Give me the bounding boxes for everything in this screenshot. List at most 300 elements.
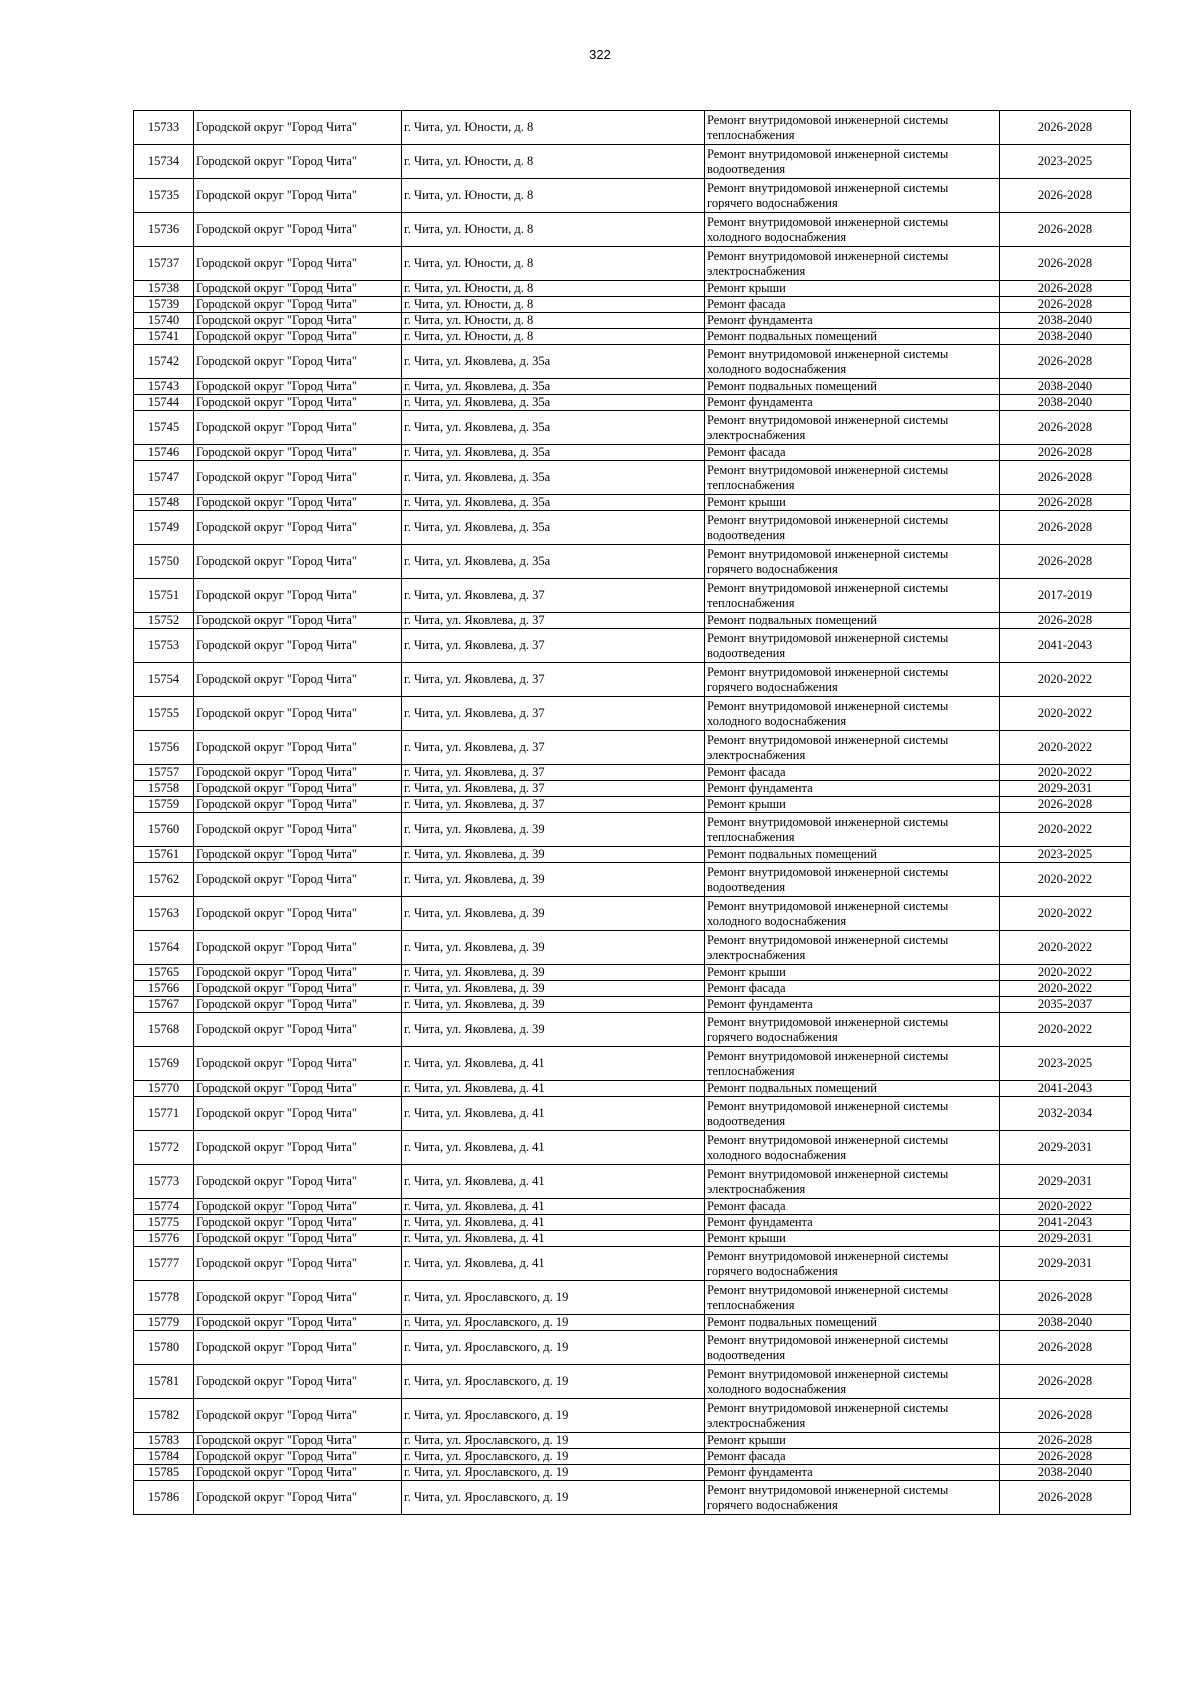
row-number-cell: 15745 bbox=[134, 411, 194, 445]
period-cell: 2038-2040 bbox=[1000, 1315, 1131, 1331]
period-cell: 2026-2028 bbox=[1000, 111, 1131, 145]
work-type-cell: Ремонт крыши bbox=[705, 1433, 1000, 1449]
address-cell: г. Чита, ул. Яковлева, д. 37 bbox=[402, 781, 705, 797]
table-body bbox=[134, 111, 1131, 1515]
work-type-cell: Ремонт фундамента bbox=[705, 395, 1000, 411]
table-row bbox=[134, 1247, 1131, 1281]
work-type-cell: Ремонт внутридомовой инженерной системы теплоснабжения bbox=[705, 813, 1000, 847]
row-number-cell: 15738 bbox=[134, 281, 194, 297]
row-number-cell: 15759 bbox=[134, 797, 194, 813]
row-number-cell: 15757 bbox=[134, 765, 194, 781]
period-cell: 2038-2040 bbox=[1000, 313, 1131, 329]
address-cell: г. Чита, ул. Ярославского, д. 19 bbox=[402, 1449, 705, 1465]
period-cell: 2020-2022 bbox=[1000, 765, 1131, 781]
table-row bbox=[134, 997, 1131, 1013]
period-cell: 2026-2028 bbox=[1000, 411, 1131, 445]
table-row bbox=[134, 1047, 1131, 1081]
work-type-cell: Ремонт крыши bbox=[705, 495, 1000, 511]
work-type-cell: Ремонт внутридомовой инженерной системы электроснабжения bbox=[705, 931, 1000, 965]
work-type-cell: Ремонт внутридомовой инженерной системы горячего водоснабжения bbox=[705, 179, 1000, 213]
address-cell: г. Чита, ул. Яковлева, д. 39 bbox=[402, 1013, 705, 1047]
municipality-cell: Городской округ "Город Чита" bbox=[194, 965, 402, 981]
address-cell: г. Чита, ул. Юности, д. 8 bbox=[402, 281, 705, 297]
period-cell: 2026-2028 bbox=[1000, 179, 1131, 213]
address-cell: г. Чита, ул. Яковлева, д. 39 bbox=[402, 863, 705, 897]
table-row bbox=[134, 1331, 1131, 1365]
period-cell: 2029-2031 bbox=[1000, 781, 1131, 797]
work-type-cell: Ремонт крыши bbox=[705, 965, 1000, 981]
work-type-cell: Ремонт подвальных помещений bbox=[705, 1315, 1000, 1331]
period-cell: 2020-2022 bbox=[1000, 813, 1131, 847]
period-cell: 2020-2022 bbox=[1000, 981, 1131, 997]
row-number-cell: 15758 bbox=[134, 781, 194, 797]
table-row bbox=[134, 697, 1131, 731]
work-type-cell: Ремонт подвальных помещений bbox=[705, 847, 1000, 863]
municipality-cell: Городской округ "Город Чита" bbox=[194, 1165, 402, 1199]
row-number-cell: 15781 bbox=[134, 1365, 194, 1399]
table-row bbox=[134, 1013, 1131, 1047]
table-row bbox=[134, 1097, 1131, 1131]
row-number-cell: 15754 bbox=[134, 663, 194, 697]
address-cell: г. Чита, ул. Ярославского, д. 19 bbox=[402, 1465, 705, 1481]
municipality-cell: Городской округ "Город Чита" bbox=[194, 1465, 402, 1481]
period-cell: 2038-2040 bbox=[1000, 379, 1131, 395]
table-row bbox=[134, 145, 1131, 179]
table-row bbox=[134, 1315, 1131, 1331]
municipality-cell: Городской округ "Город Чита" bbox=[194, 1247, 402, 1281]
work-type-cell: Ремонт внутридомовой инженерной системы электроснабжения bbox=[705, 411, 1000, 445]
page-number: 322 bbox=[589, 47, 611, 62]
municipality-cell: Городской округ "Город Чита" bbox=[194, 1231, 402, 1247]
municipality-cell: Городской округ "Город Чита" bbox=[194, 495, 402, 511]
municipality-cell: Городской округ "Город Чита" bbox=[194, 1131, 402, 1165]
table-row bbox=[134, 511, 1131, 545]
address-cell: г. Чита, ул. Ярославского, д. 19 bbox=[402, 1399, 705, 1433]
row-number-cell: 15733 bbox=[134, 111, 194, 145]
work-type-cell: Ремонт подвальных помещений bbox=[705, 329, 1000, 345]
municipality-cell: Городской округ "Город Чита" bbox=[194, 313, 402, 329]
address-cell: г. Чита, ул. Юности, д. 8 bbox=[402, 247, 705, 281]
period-cell: 2026-2028 bbox=[1000, 1281, 1131, 1315]
period-cell: 2026-2028 bbox=[1000, 1331, 1131, 1365]
address-cell: г. Чита, ул. Яковлева, д. 35а bbox=[402, 461, 705, 495]
row-number-cell: 15756 bbox=[134, 731, 194, 765]
address-cell: г. Чита, ул. Яковлева, д. 37 bbox=[402, 797, 705, 813]
period-cell: 2026-2028 bbox=[1000, 545, 1131, 579]
row-number-cell: 15739 bbox=[134, 297, 194, 313]
row-number-cell: 15780 bbox=[134, 1331, 194, 1365]
work-type-cell: Ремонт внутридомовой инженерной системы теплоснабжения bbox=[705, 1047, 1000, 1081]
municipality-cell: Городской округ "Город Чита" bbox=[194, 731, 402, 765]
table-row bbox=[134, 863, 1131, 897]
table-row bbox=[134, 1165, 1131, 1199]
municipality-cell: Городской округ "Город Чита" bbox=[194, 897, 402, 931]
municipality-cell: Городской округ "Город Чита" bbox=[194, 395, 402, 411]
table-row bbox=[134, 111, 1131, 145]
table-row bbox=[134, 545, 1131, 579]
table-row bbox=[134, 613, 1131, 629]
table-row bbox=[134, 1449, 1131, 1465]
municipality-cell: Городской округ "Город Чита" bbox=[194, 813, 402, 847]
address-cell: г. Чита, ул. Яковлева, д. 35а bbox=[402, 395, 705, 411]
row-number-cell: 15741 bbox=[134, 329, 194, 345]
municipality-cell: Городской округ "Город Чита" bbox=[194, 145, 402, 179]
municipality-cell: Городской округ "Город Чита" bbox=[194, 931, 402, 965]
table-row bbox=[134, 1081, 1131, 1097]
work-type-cell: Ремонт внутридомовой инженерной системы электроснабжения bbox=[705, 731, 1000, 765]
row-number-cell: 15762 bbox=[134, 863, 194, 897]
work-type-cell: Ремонт внутридомовой инженерной системы теплоснабжения bbox=[705, 579, 1000, 613]
municipality-cell: Городской округ "Город Чита" bbox=[194, 629, 402, 663]
municipality-cell: Городской округ "Город Чита" bbox=[194, 1047, 402, 1081]
work-type-cell: Ремонт фундамента bbox=[705, 781, 1000, 797]
period-cell: 2023-2025 bbox=[1000, 847, 1131, 863]
row-number-cell: 15760 bbox=[134, 813, 194, 847]
work-type-cell: Ремонт крыши bbox=[705, 281, 1000, 297]
row-number-cell: 15770 bbox=[134, 1081, 194, 1097]
work-type-cell: Ремонт фасада bbox=[705, 297, 1000, 313]
address-cell: г. Чита, ул. Яковлева, д. 37 bbox=[402, 697, 705, 731]
table-row bbox=[134, 213, 1131, 247]
table-row bbox=[134, 579, 1131, 613]
municipality-cell: Городской округ "Город Чита" bbox=[194, 329, 402, 345]
work-type-cell: Ремонт подвальных помещений bbox=[705, 379, 1000, 395]
municipality-cell: Городской округ "Город Чита" bbox=[194, 1081, 402, 1097]
table-row bbox=[134, 931, 1131, 965]
address-cell: г. Чита, ул. Яковлева, д. 39 bbox=[402, 965, 705, 981]
table-row bbox=[134, 781, 1131, 797]
address-cell: г. Чита, ул. Ярославского, д. 19 bbox=[402, 1281, 705, 1315]
period-cell: 2026-2028 bbox=[1000, 797, 1131, 813]
address-cell: г. Чита, ул. Ярославского, д. 19 bbox=[402, 1331, 705, 1365]
address-cell: г. Чита, ул. Юности, д. 8 bbox=[402, 313, 705, 329]
period-cell: 2026-2028 bbox=[1000, 213, 1131, 247]
municipality-cell: Городской округ "Город Чита" bbox=[194, 863, 402, 897]
period-cell: 2020-2022 bbox=[1000, 897, 1131, 931]
work-type-cell: Ремонт внутридомовой инженерной системы холодного водоснабжения bbox=[705, 1365, 1000, 1399]
address-cell: г. Чита, ул. Яковлева, д. 41 bbox=[402, 1215, 705, 1231]
table-row bbox=[134, 897, 1131, 931]
period-cell: 2020-2022 bbox=[1000, 697, 1131, 731]
period-cell: 2020-2022 bbox=[1000, 731, 1131, 765]
table-row bbox=[134, 329, 1131, 345]
address-cell: г. Чита, ул. Юности, д. 8 bbox=[402, 213, 705, 247]
row-number-cell: 15772 bbox=[134, 1131, 194, 1165]
table-row bbox=[134, 847, 1131, 863]
table-row bbox=[134, 1231, 1131, 1247]
address-cell: г. Чита, ул. Юности, д. 8 bbox=[402, 111, 705, 145]
municipality-cell: Городской округ "Город Чита" bbox=[194, 1315, 402, 1331]
address-cell: г. Чита, ул. Яковлева, д. 35а bbox=[402, 495, 705, 511]
municipality-cell: Городской округ "Город Чита" bbox=[194, 461, 402, 495]
row-number-cell: 15777 bbox=[134, 1247, 194, 1281]
table-row bbox=[134, 1281, 1131, 1315]
period-cell: 2026-2028 bbox=[1000, 1399, 1131, 1433]
work-type-cell: Ремонт фундамента bbox=[705, 1465, 1000, 1481]
row-number-cell: 15749 bbox=[134, 511, 194, 545]
municipality-cell: Городской округ "Город Чита" bbox=[194, 1481, 402, 1515]
municipality-cell: Городской округ "Город Чита" bbox=[194, 1215, 402, 1231]
work-type-cell: Ремонт фасада bbox=[705, 445, 1000, 461]
municipality-cell: Городской округ "Город Чита" bbox=[194, 445, 402, 461]
municipality-cell: Городской округ "Город Чита" bbox=[194, 1199, 402, 1215]
address-cell: г. Чита, ул. Яковлева, д. 37 bbox=[402, 613, 705, 629]
municipality-cell: Городской округ "Город Чита" bbox=[194, 545, 402, 579]
municipality-cell: Городской округ "Город Чита" bbox=[194, 1097, 402, 1131]
table-row bbox=[134, 1399, 1131, 1433]
row-number-cell: 15782 bbox=[134, 1399, 194, 1433]
period-cell: 2029-2031 bbox=[1000, 1165, 1131, 1199]
row-number-cell: 15747 bbox=[134, 461, 194, 495]
address-cell: г. Чита, ул. Ярославского, д. 19 bbox=[402, 1481, 705, 1515]
period-cell: 2029-2031 bbox=[1000, 1231, 1131, 1247]
table-row bbox=[134, 247, 1131, 281]
row-number-cell: 15774 bbox=[134, 1199, 194, 1215]
period-cell: 2026-2028 bbox=[1000, 511, 1131, 545]
work-type-cell: Ремонт фасада bbox=[705, 1199, 1000, 1215]
address-cell: г. Чита, ул. Яковлева, д. 39 bbox=[402, 897, 705, 931]
table-row bbox=[134, 981, 1131, 997]
municipality-cell: Городской округ "Город Чита" bbox=[194, 281, 402, 297]
period-cell: 2026-2028 bbox=[1000, 1449, 1131, 1465]
row-number-cell: 15746 bbox=[134, 445, 194, 461]
period-cell: 2026-2028 bbox=[1000, 461, 1131, 495]
period-cell: 2026-2028 bbox=[1000, 345, 1131, 379]
municipality-cell: Городской округ "Город Чита" bbox=[194, 297, 402, 313]
table-row bbox=[134, 1215, 1131, 1231]
row-number-cell: 15785 bbox=[134, 1465, 194, 1481]
period-cell: 2020-2022 bbox=[1000, 663, 1131, 697]
municipality-cell: Городской округ "Город Чита" bbox=[194, 765, 402, 781]
address-cell: г. Чита, ул. Яковлева, д. 39 bbox=[402, 981, 705, 997]
period-cell: 2032-2034 bbox=[1000, 1097, 1131, 1131]
table-row bbox=[134, 1199, 1131, 1215]
period-cell: 2026-2028 bbox=[1000, 613, 1131, 629]
period-cell: 2041-2043 bbox=[1000, 1215, 1131, 1231]
table-row bbox=[134, 731, 1131, 765]
municipality-cell: Городской округ "Город Чита" bbox=[194, 213, 402, 247]
period-cell: 2026-2028 bbox=[1000, 495, 1131, 511]
municipality-cell: Городской округ "Город Чита" bbox=[194, 579, 402, 613]
row-number-cell: 15773 bbox=[134, 1165, 194, 1199]
municipality-cell: Городской округ "Город Чита" bbox=[194, 997, 402, 1013]
address-cell: г. Чита, ул. Яковлева, д. 35а bbox=[402, 411, 705, 445]
work-type-cell: Ремонт подвальных помещений bbox=[705, 613, 1000, 629]
municipality-cell: Городской округ "Город Чита" bbox=[194, 1331, 402, 1365]
period-cell: 2023-2025 bbox=[1000, 1047, 1131, 1081]
period-cell: 2035-2037 bbox=[1000, 997, 1131, 1013]
period-cell: 2020-2022 bbox=[1000, 1013, 1131, 1047]
period-cell: 2026-2028 bbox=[1000, 247, 1131, 281]
row-number-cell: 15737 bbox=[134, 247, 194, 281]
row-number-cell: 15767 bbox=[134, 997, 194, 1013]
work-type-cell: Ремонт фасада bbox=[705, 1449, 1000, 1465]
row-number-cell: 15768 bbox=[134, 1013, 194, 1047]
address-cell: г. Чита, ул. Яковлева, д. 35а bbox=[402, 511, 705, 545]
row-number-cell: 15784 bbox=[134, 1449, 194, 1465]
row-number-cell: 15775 bbox=[134, 1215, 194, 1231]
row-number-cell: 15766 bbox=[134, 981, 194, 997]
municipality-cell: Городской округ "Город Чита" bbox=[194, 179, 402, 213]
row-number-cell: 15778 bbox=[134, 1281, 194, 1315]
address-cell: г. Чита, ул. Яковлева, д. 37 bbox=[402, 629, 705, 663]
period-cell: 2041-2043 bbox=[1000, 629, 1131, 663]
period-cell: 2041-2043 bbox=[1000, 1081, 1131, 1097]
work-type-cell: Ремонт внутридомовой инженерной системы водоотведения bbox=[705, 145, 1000, 179]
municipality-cell: Городской округ "Город Чита" bbox=[194, 697, 402, 731]
work-type-cell: Ремонт крыши bbox=[705, 797, 1000, 813]
work-type-cell: Ремонт фасада bbox=[705, 981, 1000, 997]
table-row bbox=[134, 179, 1131, 213]
address-cell: г. Чита, ул. Ярославского, д. 19 bbox=[402, 1315, 705, 1331]
period-cell: 2038-2040 bbox=[1000, 395, 1131, 411]
row-number-cell: 15763 bbox=[134, 897, 194, 931]
municipality-cell: Городской округ "Город Чита" bbox=[194, 797, 402, 813]
work-type-cell: Ремонт внутридомовой инженерной системы электроснабжения bbox=[705, 1399, 1000, 1433]
row-number-cell: 15769 bbox=[134, 1047, 194, 1081]
work-type-cell: Ремонт внутридомовой инженерной системы горячего водоснабжения bbox=[705, 1013, 1000, 1047]
work-type-cell: Ремонт фундамента bbox=[705, 997, 1000, 1013]
period-cell: 2026-2028 bbox=[1000, 1433, 1131, 1449]
period-cell: 2020-2022 bbox=[1000, 863, 1131, 897]
address-cell: г. Чита, ул. Яковлева, д. 41 bbox=[402, 1231, 705, 1247]
municipality-cell: Городской округ "Город Чита" bbox=[194, 379, 402, 395]
municipality-cell: Городской округ "Город Чита" bbox=[194, 1365, 402, 1399]
work-type-cell: Ремонт крыши bbox=[705, 1231, 1000, 1247]
address-cell: г. Чита, ул. Юности, д. 8 bbox=[402, 145, 705, 179]
row-number-cell: 15779 bbox=[134, 1315, 194, 1331]
work-type-cell: Ремонт внутридомовой инженерной системы холодного водоснабжения bbox=[705, 697, 1000, 731]
row-number-cell: 15786 bbox=[134, 1481, 194, 1515]
period-cell: 2017-2019 bbox=[1000, 579, 1131, 613]
table-row bbox=[134, 395, 1131, 411]
address-cell: г. Чита, ул. Яковлева, д. 41 bbox=[402, 1131, 705, 1165]
municipality-cell: Городской округ "Город Чита" bbox=[194, 511, 402, 545]
work-type-cell: Ремонт внутридомовой инженерной системы холодного водоснабжения bbox=[705, 897, 1000, 931]
table-row bbox=[134, 663, 1131, 697]
address-cell: г. Чита, ул. Яковлева, д. 35а bbox=[402, 445, 705, 461]
work-type-cell: Ремонт внутридомовой инженерной системы водоотведения bbox=[705, 511, 1000, 545]
municipality-cell: Городской округ "Город Чита" bbox=[194, 847, 402, 863]
table-row bbox=[134, 345, 1131, 379]
work-type-cell: Ремонт внутридомовой инженерной системы холодного водоснабжения bbox=[705, 345, 1000, 379]
table-row bbox=[134, 965, 1131, 981]
row-number-cell: 15771 bbox=[134, 1097, 194, 1131]
address-cell: г. Чита, ул. Яковлева, д. 41 bbox=[402, 1165, 705, 1199]
period-cell: 2026-2028 bbox=[1000, 1481, 1131, 1515]
period-cell: 2026-2028 bbox=[1000, 445, 1131, 461]
municipality-cell: Городской округ "Город Чита" bbox=[194, 1433, 402, 1449]
address-cell: г. Чита, ул. Яковлева, д. 37 bbox=[402, 663, 705, 697]
address-cell: г. Чита, ул. Яковлева, д. 35а bbox=[402, 345, 705, 379]
work-type-cell: Ремонт внутридомовой инженерной системы теплоснабжения bbox=[705, 111, 1000, 145]
address-cell: г. Чита, ул. Яковлева, д. 39 bbox=[402, 931, 705, 965]
row-number-cell: 15750 bbox=[134, 545, 194, 579]
row-number-cell: 15748 bbox=[134, 495, 194, 511]
table-row bbox=[134, 297, 1131, 313]
work-type-cell: Ремонт внутридомовой инженерной системы водоотведения bbox=[705, 1097, 1000, 1131]
work-type-cell: Ремонт внутридомовой инженерной системы электроснабжения bbox=[705, 247, 1000, 281]
work-type-cell: Ремонт внутридомовой инженерной системы водоотведения bbox=[705, 1331, 1000, 1365]
work-type-cell: Ремонт фундамента bbox=[705, 1215, 1000, 1231]
row-number-cell: 15753 bbox=[134, 629, 194, 663]
row-number-cell: 15755 bbox=[134, 697, 194, 731]
work-type-cell: Ремонт внутридомовой инженерной системы холодного водоснабжения bbox=[705, 213, 1000, 247]
period-cell: 2026-2028 bbox=[1000, 281, 1131, 297]
period-cell: 2026-2028 bbox=[1000, 1365, 1131, 1399]
address-cell: г. Чита, ул. Яковлева, д. 37 bbox=[402, 579, 705, 613]
table-row bbox=[134, 1481, 1131, 1515]
municipality-cell: Городской округ "Город Чита" bbox=[194, 247, 402, 281]
address-cell: г. Чита, ул. Юности, д. 8 bbox=[402, 329, 705, 345]
period-cell: 2029-2031 bbox=[1000, 1247, 1131, 1281]
work-type-cell: Ремонт внутридомовой инженерной системы электроснабжения bbox=[705, 1165, 1000, 1199]
address-cell: г. Чита, ул. Юности, д. 8 bbox=[402, 179, 705, 213]
table-row bbox=[134, 445, 1131, 461]
row-number-cell: 15734 bbox=[134, 145, 194, 179]
address-cell: г. Чита, ул. Ярославского, д. 19 bbox=[402, 1433, 705, 1449]
row-number-cell: 15740 bbox=[134, 313, 194, 329]
address-cell: г. Чита, ул. Яковлева, д. 35а bbox=[402, 379, 705, 395]
address-cell: г. Чита, ул. Яковлева, д. 41 bbox=[402, 1247, 705, 1281]
work-type-cell: Ремонт внутридомовой инженерной системы горячего водоснабжения bbox=[705, 1247, 1000, 1281]
work-type-cell: Ремонт внутридомовой инженерной системы холодного водоснабжения bbox=[705, 1131, 1000, 1165]
row-number-cell: 15742 bbox=[134, 345, 194, 379]
row-number-cell: 15736 bbox=[134, 213, 194, 247]
table-row bbox=[134, 1365, 1131, 1399]
period-cell: 2020-2022 bbox=[1000, 965, 1131, 981]
table-row bbox=[134, 797, 1131, 813]
address-cell: г. Чита, ул. Яковлева, д. 41 bbox=[402, 1199, 705, 1215]
table-row bbox=[134, 1465, 1131, 1481]
period-cell: 2029-2031 bbox=[1000, 1131, 1131, 1165]
work-type-cell: Ремонт внутридомовой инженерной системы горячего водоснабжения bbox=[705, 663, 1000, 697]
table-row bbox=[134, 813, 1131, 847]
address-cell: г. Чита, ул. Яковлева, д. 39 bbox=[402, 847, 705, 863]
row-number-cell: 15761 bbox=[134, 847, 194, 863]
row-number-cell: 15751 bbox=[134, 579, 194, 613]
period-cell: 2026-2028 bbox=[1000, 297, 1131, 313]
row-number-cell: 15752 bbox=[134, 613, 194, 629]
work-type-cell: Ремонт подвальных помещений bbox=[705, 1081, 1000, 1097]
municipality-cell: Городской округ "Город Чита" bbox=[194, 613, 402, 629]
row-number-cell: 15764 bbox=[134, 931, 194, 965]
work-type-cell: Ремонт внутридомовой инженерной системы водоотведения bbox=[705, 629, 1000, 663]
row-number-cell: 15735 bbox=[134, 179, 194, 213]
address-cell: г. Чита, ул. Яковлева, д. 41 bbox=[402, 1047, 705, 1081]
municipality-cell: Городской округ "Город Чита" bbox=[194, 1013, 402, 1047]
municipality-cell: Городской округ "Город Чита" bbox=[194, 981, 402, 997]
table-row bbox=[134, 1433, 1131, 1449]
address-cell: г. Чита, ул. Юности, д. 8 bbox=[402, 297, 705, 313]
address-cell: г. Чита, ул. Яковлева, д. 41 bbox=[402, 1097, 705, 1131]
work-type-cell: Ремонт фундамента bbox=[705, 313, 1000, 329]
municipality-cell: Городской округ "Город Чита" bbox=[194, 411, 402, 445]
repair-schedule-table bbox=[133, 110, 1131, 1515]
municipality-cell: Городской округ "Город Чита" bbox=[194, 111, 402, 145]
municipality-cell: Городской округ "Город Чита" bbox=[194, 345, 402, 379]
address-cell: г. Чита, ул. Яковлева, д. 39 bbox=[402, 813, 705, 847]
address-cell: г. Чита, ул. Яковлева, д. 41 bbox=[402, 1081, 705, 1097]
period-cell: 2038-2040 bbox=[1000, 1465, 1131, 1481]
table-row bbox=[134, 461, 1131, 495]
table-row bbox=[134, 411, 1131, 445]
period-cell: 2038-2040 bbox=[1000, 329, 1131, 345]
address-cell: г. Чита, ул. Яковлева, д. 37 bbox=[402, 765, 705, 781]
work-type-cell: Ремонт внутридомовой инженерной системы горячего водоснабжения bbox=[705, 545, 1000, 579]
table-row bbox=[134, 379, 1131, 395]
municipality-cell: Городской округ "Город Чита" bbox=[194, 781, 402, 797]
